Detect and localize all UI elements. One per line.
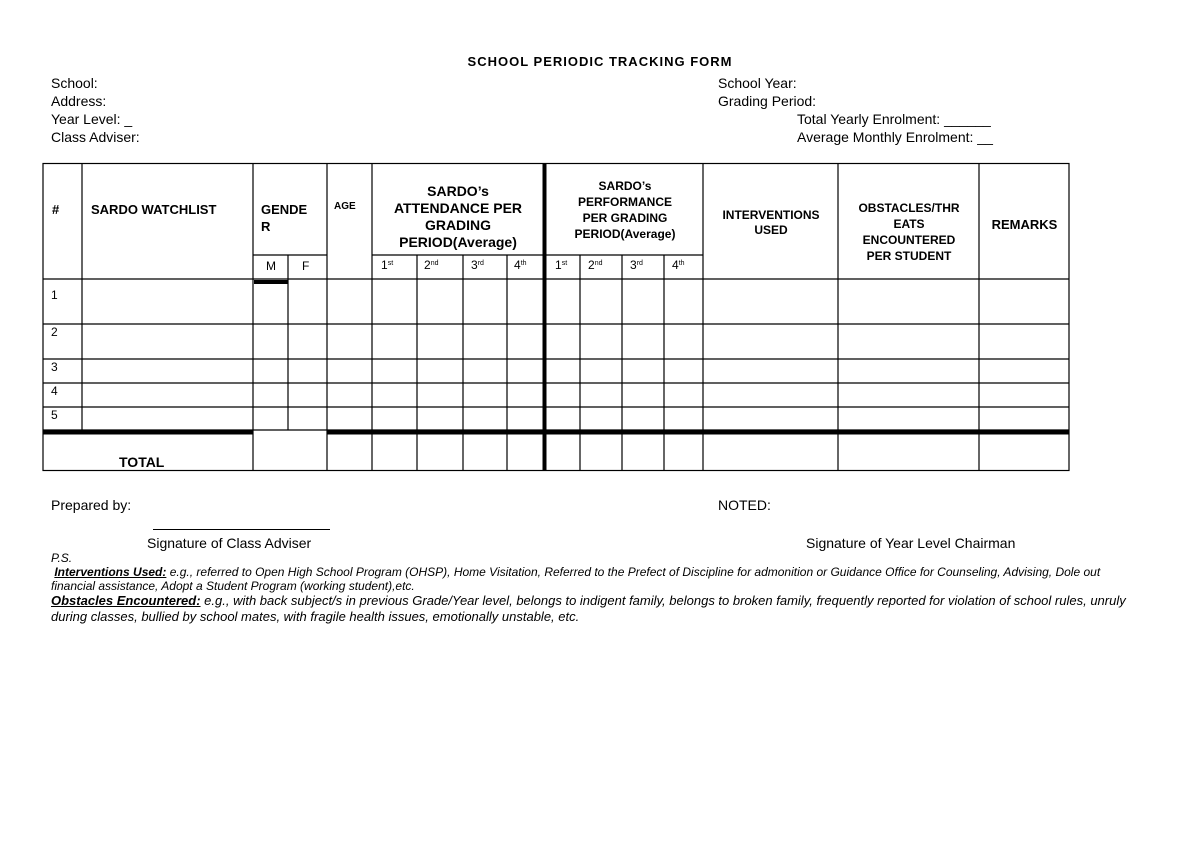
footnotes (51, 551, 1141, 625)
obstacles-note-key: Obstacles Encountered: (51, 593, 201, 608)
performance-header-line-4: PERIOD(Average) (574, 227, 676, 241)
col-obstacles-header (839, 200, 979, 264)
total-row-label: TOTAL (119, 454, 165, 470)
col-num-header: # (52, 202, 60, 217)
obstacles-header-line-3: ENCOUNTERED (862, 233, 956, 247)
attendance-header-line-4: PERIOD(Average) (399, 234, 517, 250)
col-age-header: AGE (334, 201, 356, 212)
performance-q3-label: 3rd (630, 258, 643, 272)
col-remarks-header: REMARKS (991, 217, 1058, 232)
col-watchlist-header: SARDO WATCHLIST (91, 202, 217, 217)
attendance-q4-label: 4th (514, 258, 527, 272)
grading-period-field-label: Grading Period: (718, 93, 817, 109)
obstacles-note (51, 593, 1141, 625)
performance-header-line-3: PER GRADING (582, 211, 668, 225)
interventions-note (51, 565, 1141, 593)
row-number-2: 2 (51, 325, 58, 339)
adviser-signature-label: Signature of Class Adviser (147, 535, 312, 551)
gender-m-label: M (266, 259, 276, 273)
year-level-field-label: Year Level: _ (51, 111, 133, 127)
address-field-label: Address: (51, 93, 107, 109)
obstacles-header-line-4: PER STUDENT (866, 249, 952, 263)
row-number-3: 3 (51, 360, 58, 374)
ps-label: P.S. (51, 551, 73, 565)
gender-header-line-2: R (261, 219, 271, 234)
average-monthly-enrolment-label: Average Monthly Enrolment: __ (797, 129, 993, 145)
class-adviser-field-label: Class Adviser: (51, 129, 140, 145)
row-number-4: 4 (51, 384, 58, 398)
school-year-field-label: School Year: (718, 75, 797, 91)
attendance-q1-label: 1st (381, 258, 394, 272)
gender-header-line-1: GENDE (261, 202, 308, 217)
obstacles-header-line-2: EATS (893, 217, 925, 231)
row-number-5: 5 (51, 408, 58, 422)
attendance-header-line-3: GRADING (424, 217, 492, 233)
row-number-1: 1 (51, 288, 58, 302)
interventions-note-text: e.g., referred to Open High School Program (OHSP), Home Visitation, Referred to the Prefect of Discipline for admonition or Guidance Office for Counseling, Advising, Dole out financial assistance, Adopt a Student Program (working student),etc. (51, 565, 1101, 593)
noted-label: NOTED: (718, 497, 771, 513)
school-field-label: School: (51, 75, 98, 91)
obstacles-header-line-1: OBSTACLES/THR (858, 201, 960, 215)
attendance-q3-label: 3rd (471, 258, 484, 272)
obstacles-note-text: e.g., with back subject/s in previous Grade/Year level, belongs to indigent family, belongs to broken family, frequently reported for violation of school rules, unruly during classes, bullied by school mates, with fragile health issues, emotionally unstable, etc. (51, 593, 1126, 624)
col-interventions-header (704, 208, 838, 238)
gender-f-label: F (302, 259, 310, 273)
interventions-header-line-2: USED (754, 223, 788, 237)
form-title: SCHOOL PERIODIC TRACKING FORM (467, 54, 733, 69)
col-performance-header (547, 178, 703, 242)
attendance-q2-label: 2nd (424, 258, 439, 272)
performance-header-line-1: SARDO’s (598, 179, 652, 193)
prepared-by-label: Prepared by: (51, 497, 132, 513)
col-gender-header (261, 201, 307, 235)
chairman-signature-label: Signature of Year Level Chairman (806, 535, 1016, 551)
interventions-header-line-1: INTERVENTIONS (722, 208, 820, 222)
performance-q1-label: 1st (555, 258, 568, 272)
performance-q2-label: 2nd (588, 258, 603, 272)
interventions-note-key: Interventions Used: (54, 565, 167, 579)
performance-header-line-2: PERFORMANCE (577, 195, 672, 209)
adviser-signature-line (153, 529, 330, 530)
total-yearly-enrolment-label: Total Yearly Enrolment: ______ (797, 111, 991, 127)
attendance-header-line-2: ATTENDANCE PER (393, 200, 523, 216)
col-attendance-header (373, 183, 543, 251)
attendance-header-line-1: SARDO’s (427, 183, 489, 199)
performance-q4-label: 4th (672, 258, 685, 272)
